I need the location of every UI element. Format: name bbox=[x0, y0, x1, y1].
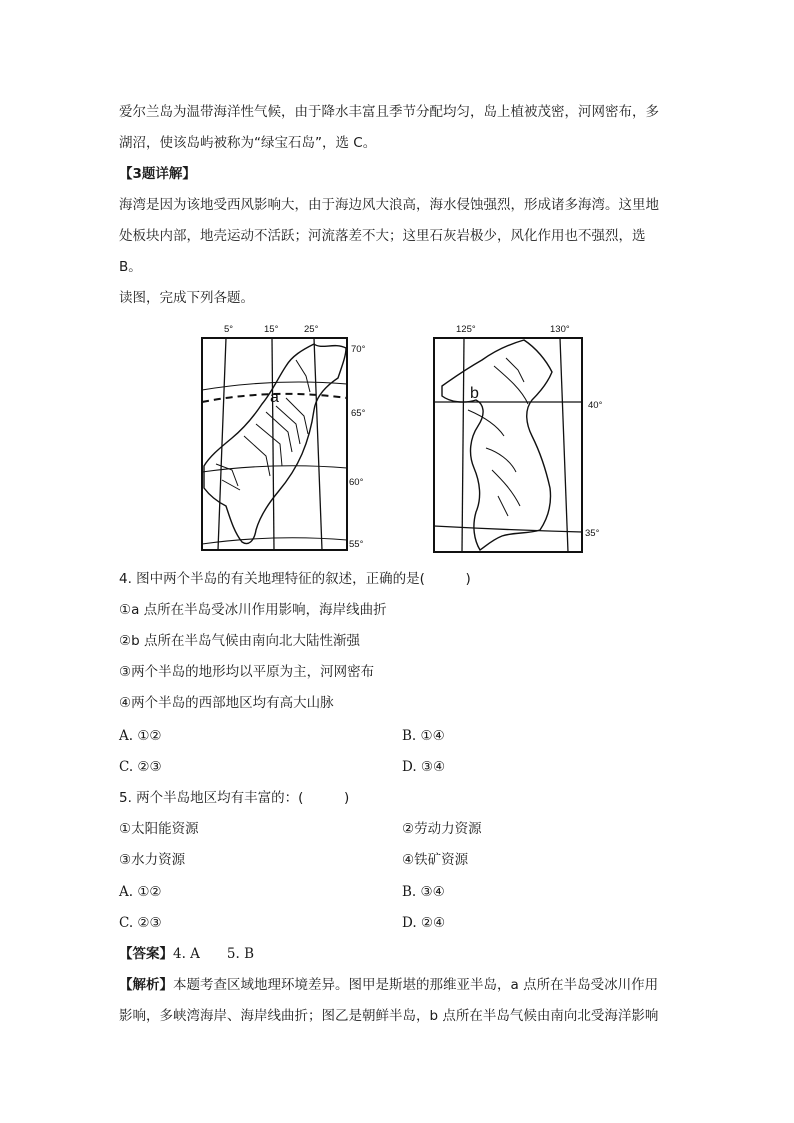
question5-item-4: ④铁矿资源 bbox=[402, 852, 469, 868]
question4-item-1: ①a 点所在半岛受冰川作用影响，海岸线曲折 bbox=[119, 602, 387, 618]
map-left-lon-5: 5° bbox=[224, 324, 234, 335]
question4-option-a: A. ①② bbox=[119, 728, 162, 744]
map-right-lon-125: 125° bbox=[456, 324, 476, 335]
question5-item-2: ②劳动力资源 bbox=[402, 821, 482, 837]
question3-detail-header: 【3题详解】 bbox=[119, 166, 196, 182]
map-left-lat-60: 60° bbox=[349, 477, 364, 488]
question5-option-a: A. ①② bbox=[119, 884, 162, 900]
question5-item-1: ①太阳能资源 bbox=[119, 821, 199, 837]
read-map-instruction: 读图，完成下列各题。 bbox=[119, 290, 254, 306]
map-right-lon-130: 130° bbox=[550, 324, 570, 335]
map-korea bbox=[428, 320, 618, 556]
map-right-lat-40: 40° bbox=[588, 400, 603, 411]
analysis-text-1: 本题考查区域地理环境差异。图甲是斯堪的那维亚半岛，a 点所在半岛受冰川作用 bbox=[173, 977, 659, 993]
answer-text: 4. A 5. B bbox=[173, 946, 255, 962]
answer-label: 【答案】 bbox=[119, 946, 173, 962]
map-left-lat-55: 55° bbox=[349, 539, 364, 550]
question5-option-c: C. ②③ bbox=[119, 915, 162, 931]
question4-item-3: ③两个半岛的地形均以平原为主，河网密布 bbox=[119, 664, 375, 680]
question5-stem: 5. 两个半岛地区均有丰富的：( ) bbox=[119, 790, 350, 806]
question4-option-d: D. ③④ bbox=[402, 759, 446, 775]
map-left-lon-15: 15° bbox=[264, 324, 279, 335]
map-left-lon-25: 25° bbox=[304, 324, 319, 335]
map-right-lat-35: 35° bbox=[585, 528, 600, 539]
paragraph-bay-line3: B。 bbox=[119, 259, 142, 275]
paragraph-bay-line1: 海湾是因为该地受西风影响大，由于海边风大浪高，海水侵蚀强烈，形成诸多海湾。这里地 bbox=[119, 197, 659, 213]
question4-option-c: C. ②③ bbox=[119, 759, 162, 775]
question5-option-b: B. ③④ bbox=[402, 884, 445, 900]
question4-option-b: B. ①④ bbox=[402, 728, 445, 744]
map-left-lat-65: 65° bbox=[351, 408, 366, 419]
question4-stem: 4. 图中两个半岛的有关地理特征的叙述，正确的是( ) bbox=[119, 571, 471, 587]
paragraph-ireland-line2: 湖沼，使该岛屿被称为“绿宝石岛”，选 C。 bbox=[119, 135, 377, 151]
question5-item-3: ③水力资源 bbox=[119, 852, 186, 868]
question4-item-4: ④两个半岛的西部地区均有高大山脉 bbox=[119, 695, 334, 711]
analysis-line2: 影响，多峡湾海岸、海岸线曲折；图乙是朝鲜半岛，b 点所在半岛气候由南向北受海洋影响 bbox=[119, 1008, 659, 1024]
map-left-point-a: a bbox=[270, 389, 279, 406]
paragraph-bay-line2: 处板块内部，地壳运动不活跃；河流落差不大；这里石灰岩极少，风化作用也不强烈，选 bbox=[119, 228, 646, 244]
answer-line bbox=[119, 944, 254, 964]
map-scandinavia bbox=[196, 320, 376, 556]
map-left-lat-70: 70° bbox=[351, 344, 366, 355]
analysis-label: 【解析】 bbox=[119, 977, 173, 993]
question4-item-2: ②b 点所在半岛气候由南向北大陆性渐强 bbox=[119, 633, 360, 649]
map-right-point-b: b bbox=[470, 385, 479, 402]
analysis-line1 bbox=[119, 975, 658, 995]
paragraph-ireland-line1: 爱尔兰岛为温带海洋性气候，由于降水丰富且季节分配均匀，岛上植被茂密，河网密布，多 bbox=[119, 104, 659, 120]
question5-option-d: D. ②④ bbox=[402, 915, 446, 931]
